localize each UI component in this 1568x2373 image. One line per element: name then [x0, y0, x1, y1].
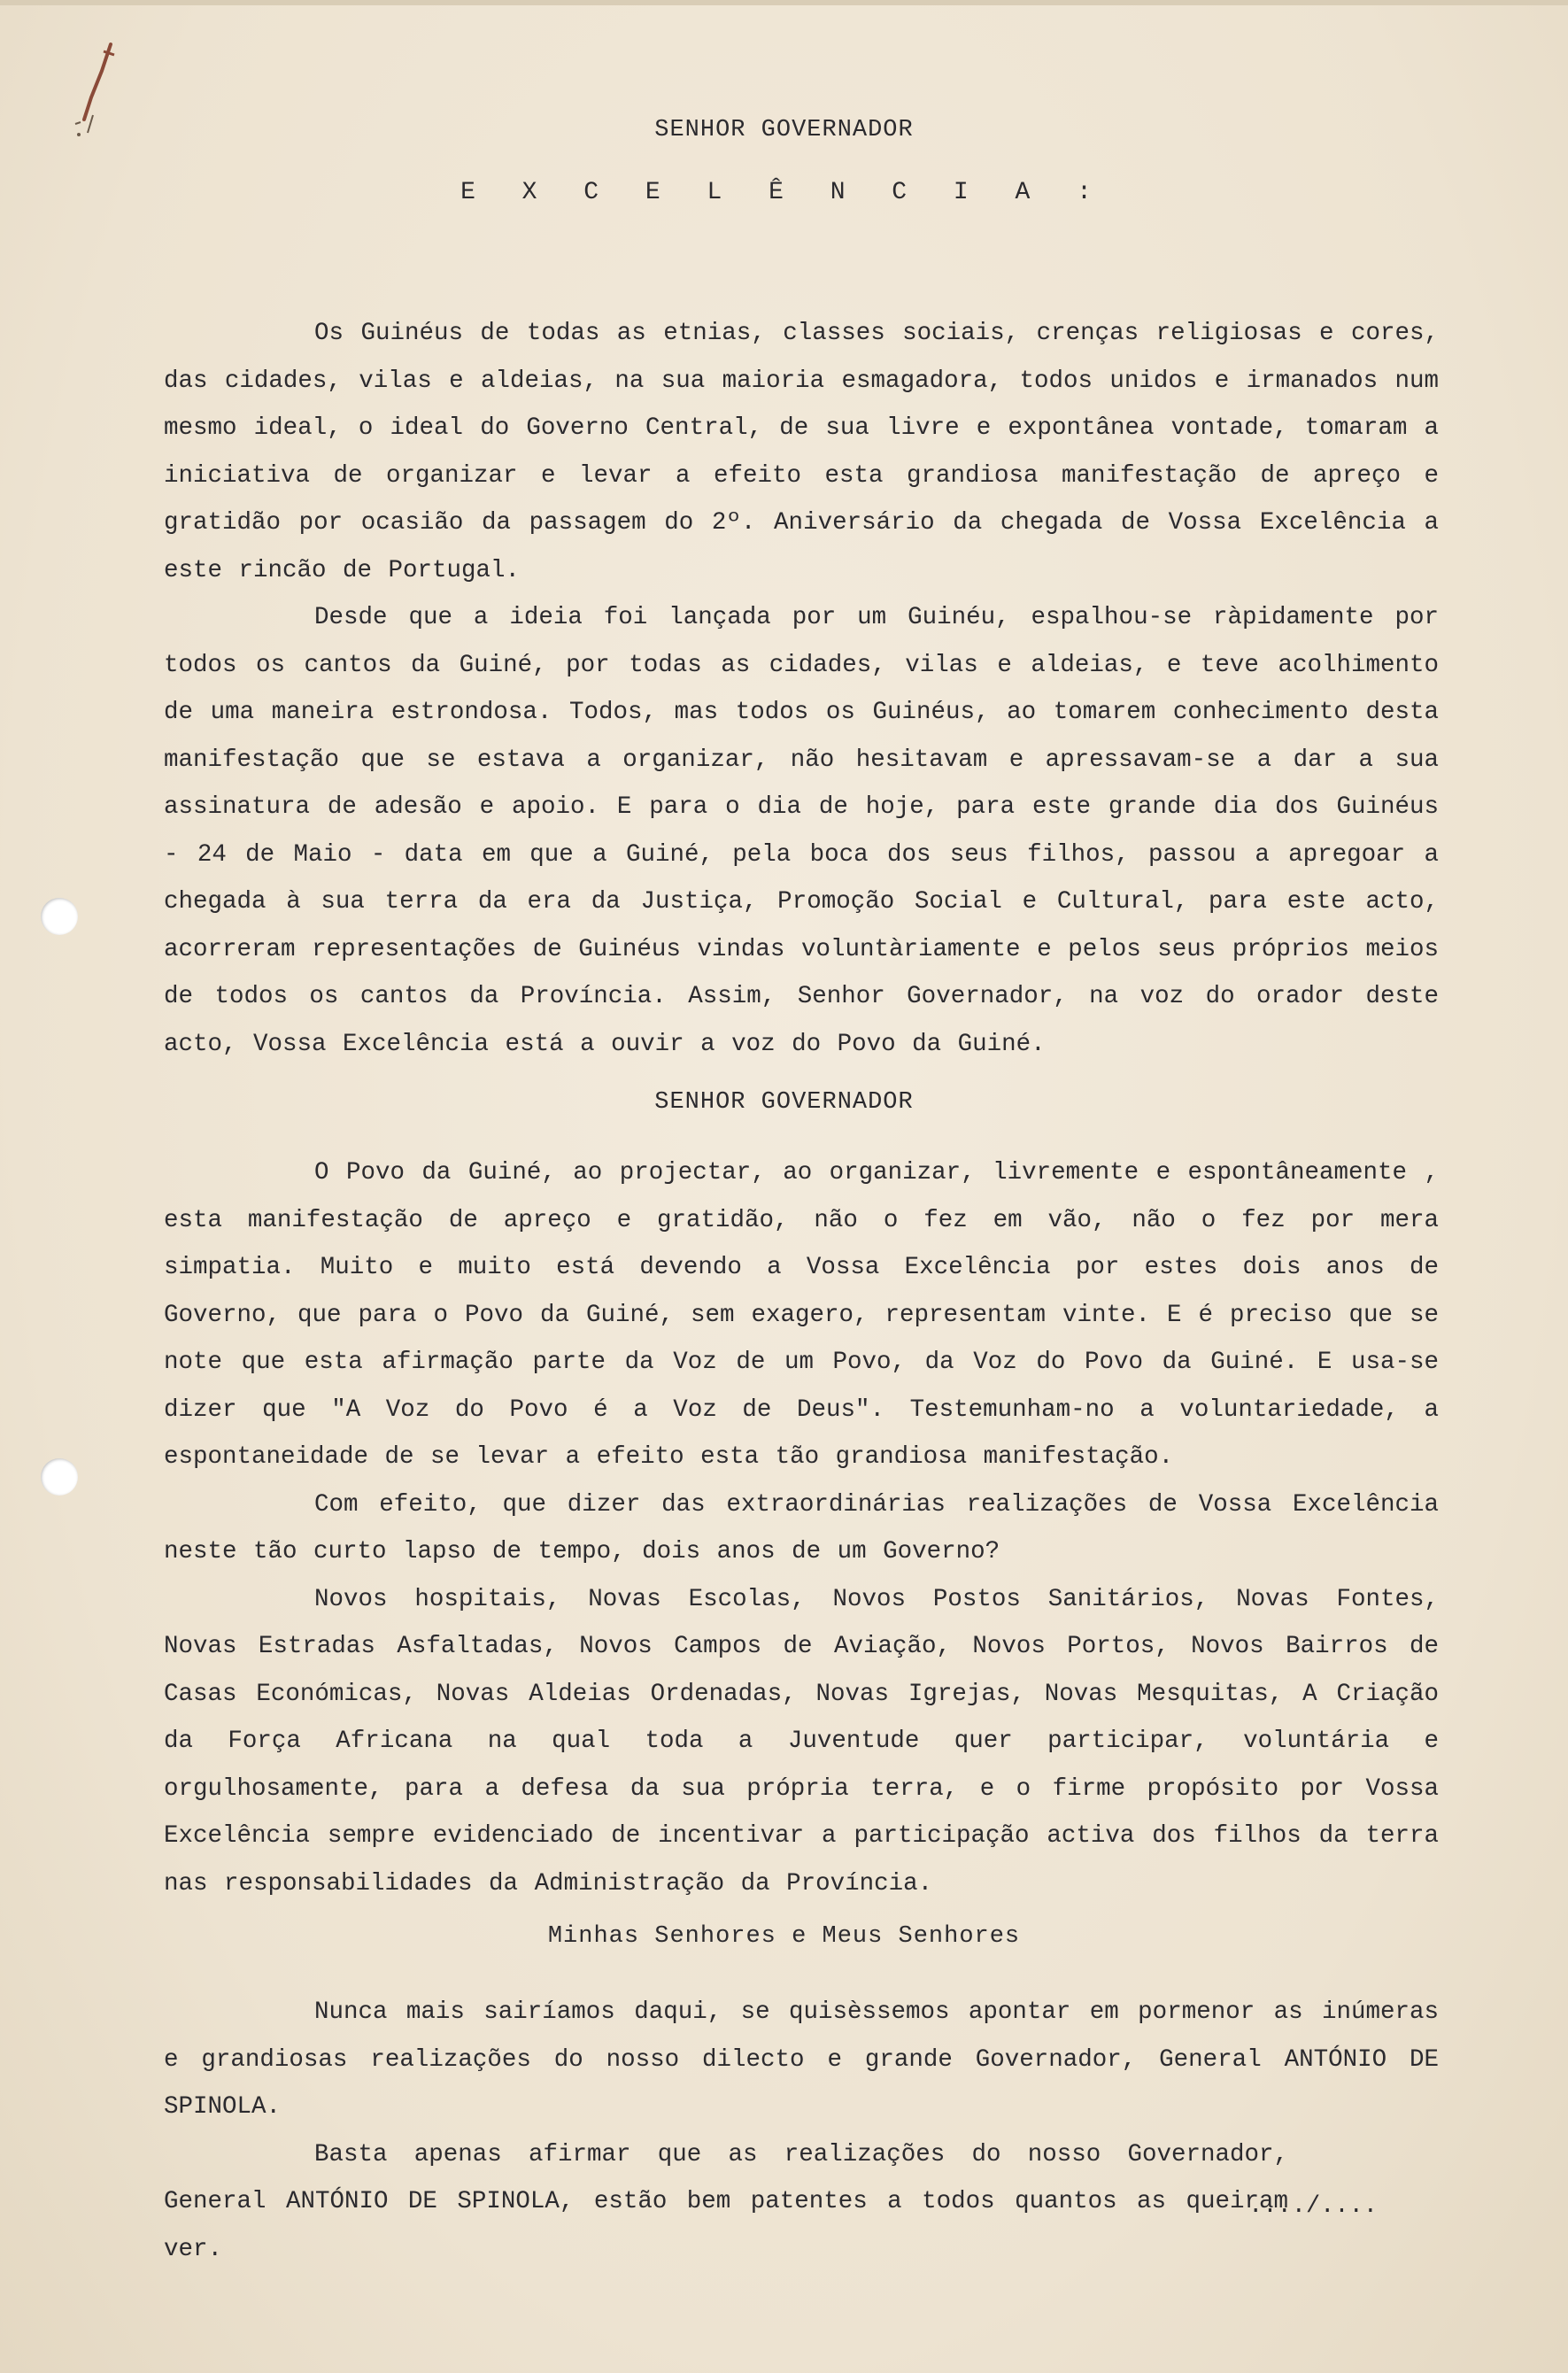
paragraph-4: Com efeito, que dizer das extraordinárias realizações de Vossa Excelência neste tão curto lapso de tempo, dois anos de um Governo? [164, 1490, 1439, 1565]
page-edge [0, 0, 1568, 5]
heading-minhas-senhores: Minhas Senhores e Meus Senhores [547, 1923, 1021, 1950]
paragraph-block-3 [164, 1989, 1439, 2273]
paragraph-5: Novos hospitais, Novas Escolas, Novos Postos Sanitários, Novas Fontes, Novas Estradas Asfaltadas, Novos Campos de Aviação, Novos Portos, Novos Bairros de Casas Económicas, Novas Aldeias Ordenadas, Novas Igrejas, Novas Mesquitas, A Criação da Força Africana na qual toda a Juventude quer participar, voluntária e orgulhosamente, para a defesa da sua própria terra, e o firme propósito por Vossa Excelência sempre evidenciado de incentivar a participação activa dos filhos da terra nas responsabilidades da Administração da Província. [164, 1585, 1439, 1898]
paragraph-3: O Povo da Guiné, ao projectar, ao organizar, livremente e espontâneamente , esta manifestação de apreço e gratidão, não o fez em vão, não o fez por mera simpatia. Muito e muito está devendo a Vossa Excelência por estes dois anos de Governo, que para o Povo da Guiné, sem exagero, representam vinte. E é preciso que se note que esta afirmação parte da Voz de um Povo, da Voz do Povo da Guiné. E usa-se dizer que "A Voz do Povo é a Voz de Deus". Testemunham-no a voluntariedade, a espontaneidade de se levar a efeito esta tão grandiosa manifestação. [164, 1159, 1439, 1471]
heading-excelencia: E X C E L Ê N C I A : [460, 179, 1108, 206]
punch-hole-upper [41, 898, 78, 935]
continuation-mark: ..../.... [1248, 2193, 1378, 2220]
paragraph-1: Os Guinéus de todas as etnias, classes sociais, crenças religiosas e cores, das cidades, vilas e aldeias, na sua maioria esmagadora, todos unidos e irmanados num mesmo ideal, o ideal do Governo Central, de sua livre e expontânea vontade, tomaram a iniciativa de organizar e levar a efeito esta grandiosa manifestação de apreço e gratidão por ocasião da passagem do 2º. Aniversário da chegada de Vossa Excelência a este rincão de Portugal. [164, 320, 1439, 584]
paragraph-2: Desde que a ideia foi lançada por um Guinéu, espalhou-se ràpidamente por todos os cantos da Guiné, por todas as cidades, vilas e aldeias, e teve acolhimento de uma maneira estrondosa. Todos, mas todos os Guinéus, ao tomarem conhecimento desta manifestação que se estava a organizar, não hesitavam e apressavam-se a dar a sua assinatura de adesão e apoio. E para o dia de hoje, para este grande dia dos Guinéus - 24 de Maio - data em que a Guiné, pela boca dos seus filhos, passou a apregoar a chegada à sua terra da era da Justiça, Promoção Social e Cultural, para este acto, acorreram representações de Guinéus vindas voluntàriamente e pelos seus próprios meios de todos os cantos da Província. Assim, Senhor Governador, na voz do orador deste acto, Vossa Excelência está a ouvir a voz do Povo da Guiné. [164, 604, 1439, 1058]
paragraph-6: Nunca mais sairíamos daqui, se quisèssemos apontar em pormenor as inúmeras e grandiosas realizações do nosso dilecto e grande Governador, General ANTÓNIO DE SPINOLA. [164, 1998, 1439, 2121]
heading-senhor-governador: SENHOR GOVERNADOR [654, 117, 914, 143]
paragraph-7: Basta apenas afirmar que as realizações do nosso Governador, General ANTÓNIO DE SPINOLA, estão bem patentes a todos quantos as queiram ver. [164, 2140, 1288, 2263]
paragraph-block-2 [164, 1149, 1439, 1907]
punch-hole-lower [41, 1458, 78, 1496]
paragraph-block-1 [164, 310, 1439, 1068]
heading-senhor-governador-2: SENHOR GOVERNADOR [654, 1089, 914, 1116]
